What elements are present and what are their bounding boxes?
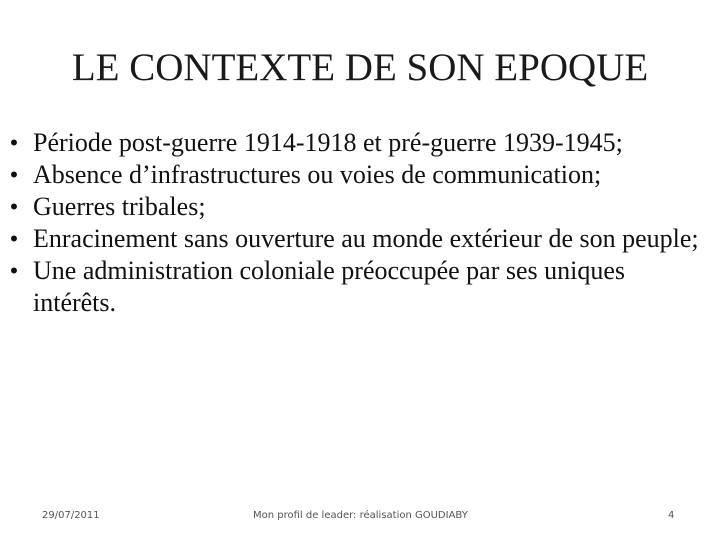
page-number: 4	[668, 510, 675, 521]
bullet-icon: •	[10, 130, 18, 155]
bullet-icon: •	[10, 226, 18, 251]
bullet-item	[0, 159, 703, 191]
bullet-text: Une administration coloniale préoccupée par ses uniques intérêts.	[33, 256, 626, 317]
footer-caption: Mon profil de leader: réalisation GOUDIABY	[253, 510, 468, 521]
bullet-item	[0, 127, 703, 159]
bullet-text: Enracinement sans ouverture au monde extérieur de son peuple;	[33, 224, 699, 253]
bullet-item	[0, 191, 703, 223]
bullet-text: Absence d’infrastructures ou voies de communication;	[33, 160, 602, 189]
bullet-item	[0, 223, 703, 255]
slide-title: LE CONTEXTE DE SON EPOQUE	[71, 46, 649, 89]
bullet-list	[0, 127, 720, 319]
bullet-icon: •	[10, 162, 18, 187]
bullet-icon: •	[10, 258, 18, 283]
bullet-text: Période post-guerre 1914-1918 et pré-guerre 1939-1945;	[33, 128, 623, 157]
bullet-icon: •	[10, 194, 18, 219]
bullet-item	[0, 255, 703, 319]
bullet-text: Guerres tribales;	[33, 192, 206, 221]
footer-date: 29/07/2011	[42, 510, 100, 521]
